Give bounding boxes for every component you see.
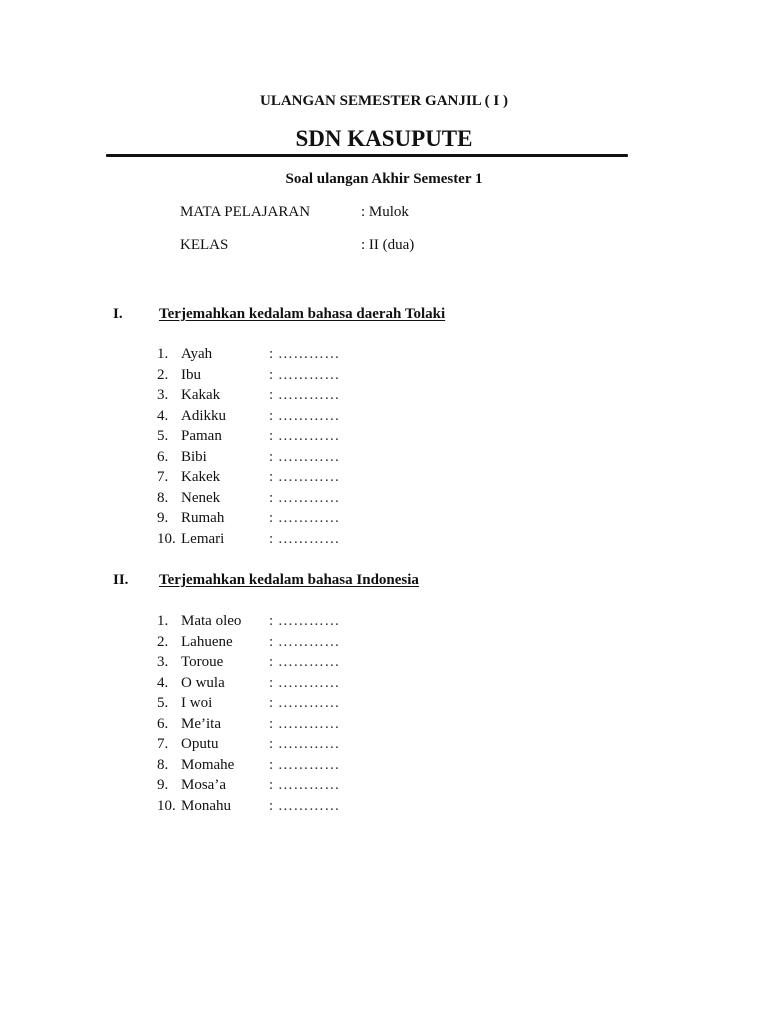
item-word: Oputu — [181, 736, 219, 752]
list-item — [157, 488, 457, 509]
list-item — [157, 447, 457, 468]
exam-subtitle: Soal ulangan Akhir Semester 1 — [285, 171, 483, 187]
list-item — [157, 796, 457, 817]
item-number: 3. — [157, 387, 169, 403]
item-word: Lahuene — [181, 633, 233, 650]
answer-blank: : ………… — [269, 777, 340, 793]
item-word: Rumah — [181, 510, 225, 526]
list-item — [157, 365, 457, 386]
item-number: 3. — [157, 654, 169, 670]
item-word: Lemari — [181, 530, 225, 547]
item-number: 6. — [157, 715, 169, 732]
list-item — [157, 508, 457, 529]
section-1-number: I. — [113, 306, 123, 322]
section-1-title: Terjemahkan kedalam bahasa daerah Tolaki — [159, 306, 446, 322]
answer-blank: : ………… — [269, 633, 340, 650]
list-item — [157, 734, 457, 755]
item-word: Monahu — [181, 797, 231, 814]
item-word: Bibi — [181, 448, 207, 465]
item-word: Ayah — [181, 346, 213, 362]
item-number: 5. — [157, 428, 169, 444]
item-number: 4. — [157, 674, 169, 691]
answer-blank: : ………… — [269, 530, 340, 547]
list-item — [157, 714, 457, 735]
header-divider — [106, 154, 628, 157]
answer-blank: : ………… — [269, 428, 340, 444]
item-number: 9. — [157, 510, 169, 526]
list-item — [157, 344, 457, 365]
answer-blank: : ………… — [269, 366, 340, 383]
answer-blank: : ………… — [269, 448, 340, 465]
answer-blank: : ………… — [269, 674, 340, 691]
item-word: Paman — [181, 428, 222, 444]
list-item — [157, 529, 457, 550]
item-number: 1. — [157, 346, 169, 362]
item-number: 2. — [157, 633, 169, 650]
answer-blank: : ………… — [269, 695, 340, 711]
item-number: 8. — [157, 756, 169, 773]
list-item — [157, 406, 457, 427]
item-word: Kakek — [181, 469, 221, 485]
item-number: 7. — [157, 736, 169, 752]
item-number: 2. — [157, 366, 169, 383]
class-value: : II (dua) — [361, 237, 415, 253]
list-item — [157, 775, 457, 796]
item-word: Me’ita — [181, 715, 221, 732]
answer-blank: : ………… — [269, 469, 340, 485]
answer-blank: : ………… — [269, 736, 340, 752]
list-item — [157, 632, 457, 653]
item-number: 6. — [157, 448, 169, 465]
item-number: 5. — [157, 695, 169, 711]
list-item — [157, 693, 457, 714]
item-number: 9. — [157, 777, 169, 793]
item-word: Adikku — [181, 407, 226, 424]
item-number: 10. — [157, 797, 176, 814]
answer-blank: : ………… — [269, 797, 340, 814]
answer-blank: : ………… — [269, 489, 340, 506]
list-item — [157, 611, 457, 632]
list-item — [157, 673, 457, 694]
item-number: 8. — [157, 489, 169, 506]
item-word: Ibu — [181, 366, 201, 383]
item-word: Mosa’a — [181, 777, 226, 793]
item-number: 10. — [157, 530, 176, 547]
answer-blank: : ………… — [269, 510, 340, 526]
subject-value: : Mulok — [361, 204, 409, 220]
section-2-list — [157, 611, 457, 816]
class-label: KELAS — [180, 237, 229, 253]
answer-blank: : ………… — [269, 654, 340, 670]
item-word: Kakak — [181, 387, 221, 403]
item-word: Toroue — [181, 654, 224, 670]
school-name: SDN KASUPUTE — [295, 126, 473, 151]
list-item — [157, 467, 457, 488]
item-number: 1. — [157, 613, 169, 629]
section-2-number: II. — [113, 572, 129, 588]
list-item — [157, 385, 457, 406]
list-item — [157, 652, 457, 673]
answer-blank: : ………… — [269, 387, 340, 403]
list-item — [157, 755, 457, 776]
item-word: I woi — [181, 695, 213, 711]
section-1-list — [157, 344, 457, 549]
subject-label: MATA PELAJARAN — [180, 204, 311, 220]
item-word: Nenek — [181, 489, 221, 506]
item-word: O wula — [181, 674, 225, 691]
item-word: Momahe — [181, 756, 235, 773]
list-item — [157, 426, 457, 447]
item-word: Mata oleo — [181, 613, 242, 629]
answer-blank: : ………… — [269, 346, 340, 362]
item-number: 7. — [157, 469, 169, 485]
answer-blank: : ………… — [269, 407, 340, 424]
section-2-title: Terjemahkan kedalam bahasa Indonesia — [159, 572, 419, 588]
answer-blank: : ………… — [269, 613, 340, 629]
item-number: 4. — [157, 407, 169, 424]
answer-blank: : ………… — [269, 715, 340, 732]
exam-title: ULANGAN SEMESTER GANJIL ( I ) — [260, 93, 508, 109]
answer-blank: : ………… — [269, 756, 340, 773]
